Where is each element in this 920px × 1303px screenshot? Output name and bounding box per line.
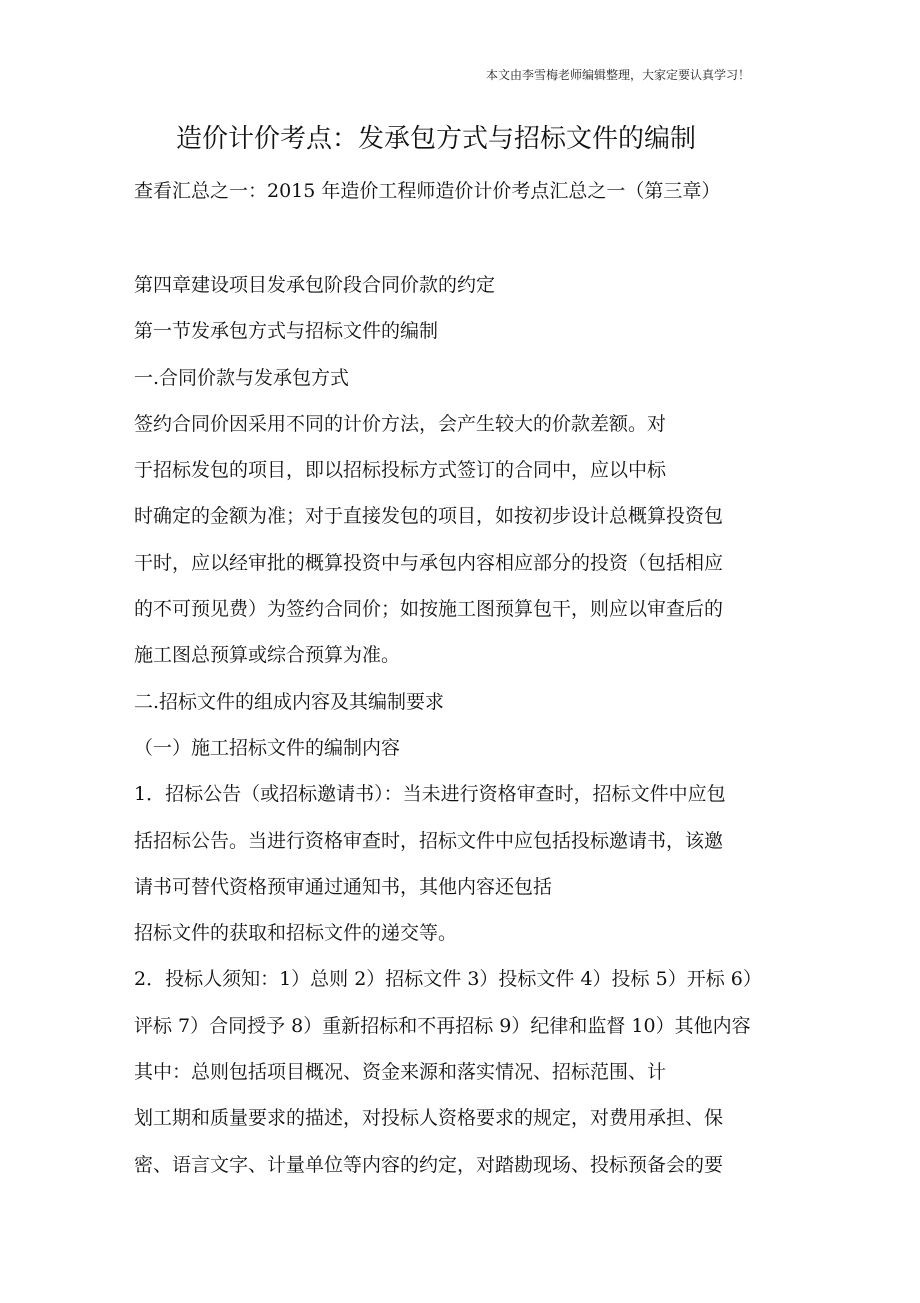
paragraph-line: 签约合同价因采用不同的计价方法，会产生较大的价款差额。对 — [134, 412, 667, 435]
subsection-heading: 二.招标文件的组成内容及其编制要求 — [134, 690, 445, 713]
paragraph-line: 时确定的金额为准；对于直接发包的项目，如按初步设计总概算投资包 — [134, 505, 724, 528]
paragraph-line: 招标文件的获取和招标文件的递交等。 — [134, 922, 458, 945]
paragraph-line: 干时，应以经审批的概算投资中与承包内容相应部分的投资（包括相应 — [134, 551, 724, 574]
document-body — [134, 262, 794, 1188]
paragraph-line: 其中：总则包括项目概况、资金来源和落实情况、招标范围、计 — [134, 1061, 667, 1084]
paragraph-line: 2．投标人须知：1）总则 2）招标文件 3）投标文件 4）投标 5）开标 6） — [134, 968, 762, 991]
header-note: 本文由李雪梅老师编辑整理，大家定要认真学习！ — [485, 68, 750, 82]
subsection-heading: 一.合同价款与发承包方式 — [134, 366, 350, 389]
document-title: 造价计价考点：发承包方式与招标文件的编制 — [176, 124, 697, 154]
paragraph-line: 括招标公告。当进行资格审查时，招标文件中应包括投标邀请书，该邀 — [134, 829, 724, 852]
paragraph-line: 施工图总预算或综合预算为准。 — [134, 644, 401, 667]
document-subtitle: 查看汇总之一：2015 年造价工程师造价计价考点汇总之一（第三章） — [134, 180, 721, 202]
paragraph-line: 的不可预见费）为签约合同价；如按施工图预算包干，则应以审查后的 — [134, 598, 724, 621]
section-heading: 第一节发承包方式与招标文件的编制 — [134, 320, 439, 343]
paragraph-line: 评标 7）合同授予 8）重新招标和不再招标 9）纪律和监督 10）其他内容 — [134, 1014, 751, 1037]
chapter-heading: 第四章建设项目发承包阶段合同价款的约定 — [134, 274, 496, 296]
paragraph-line: 1．招标公告（或招标邀请书）：当未进行资格审查时，招标文件中应包 — [134, 783, 726, 806]
paragraph-line: 划工期和质量要求的描述，对投标人资格要求的规定，对费用承担、保 — [134, 1107, 724, 1130]
paragraph-line: 密、语言文字、计量单位等内容的约定，对踏勘现场、投标预备会的要 — [134, 1153, 724, 1176]
paragraph-line: 请书可替代资格预审通过通知书，其他内容还包括 — [134, 875, 553, 898]
subsection-heading: （一）施工招标文件的编制内容 — [134, 736, 401, 759]
paragraph-line: 于招标发包的项目，即以招标投标方式签订的合同中，应以中标 — [134, 459, 667, 482]
